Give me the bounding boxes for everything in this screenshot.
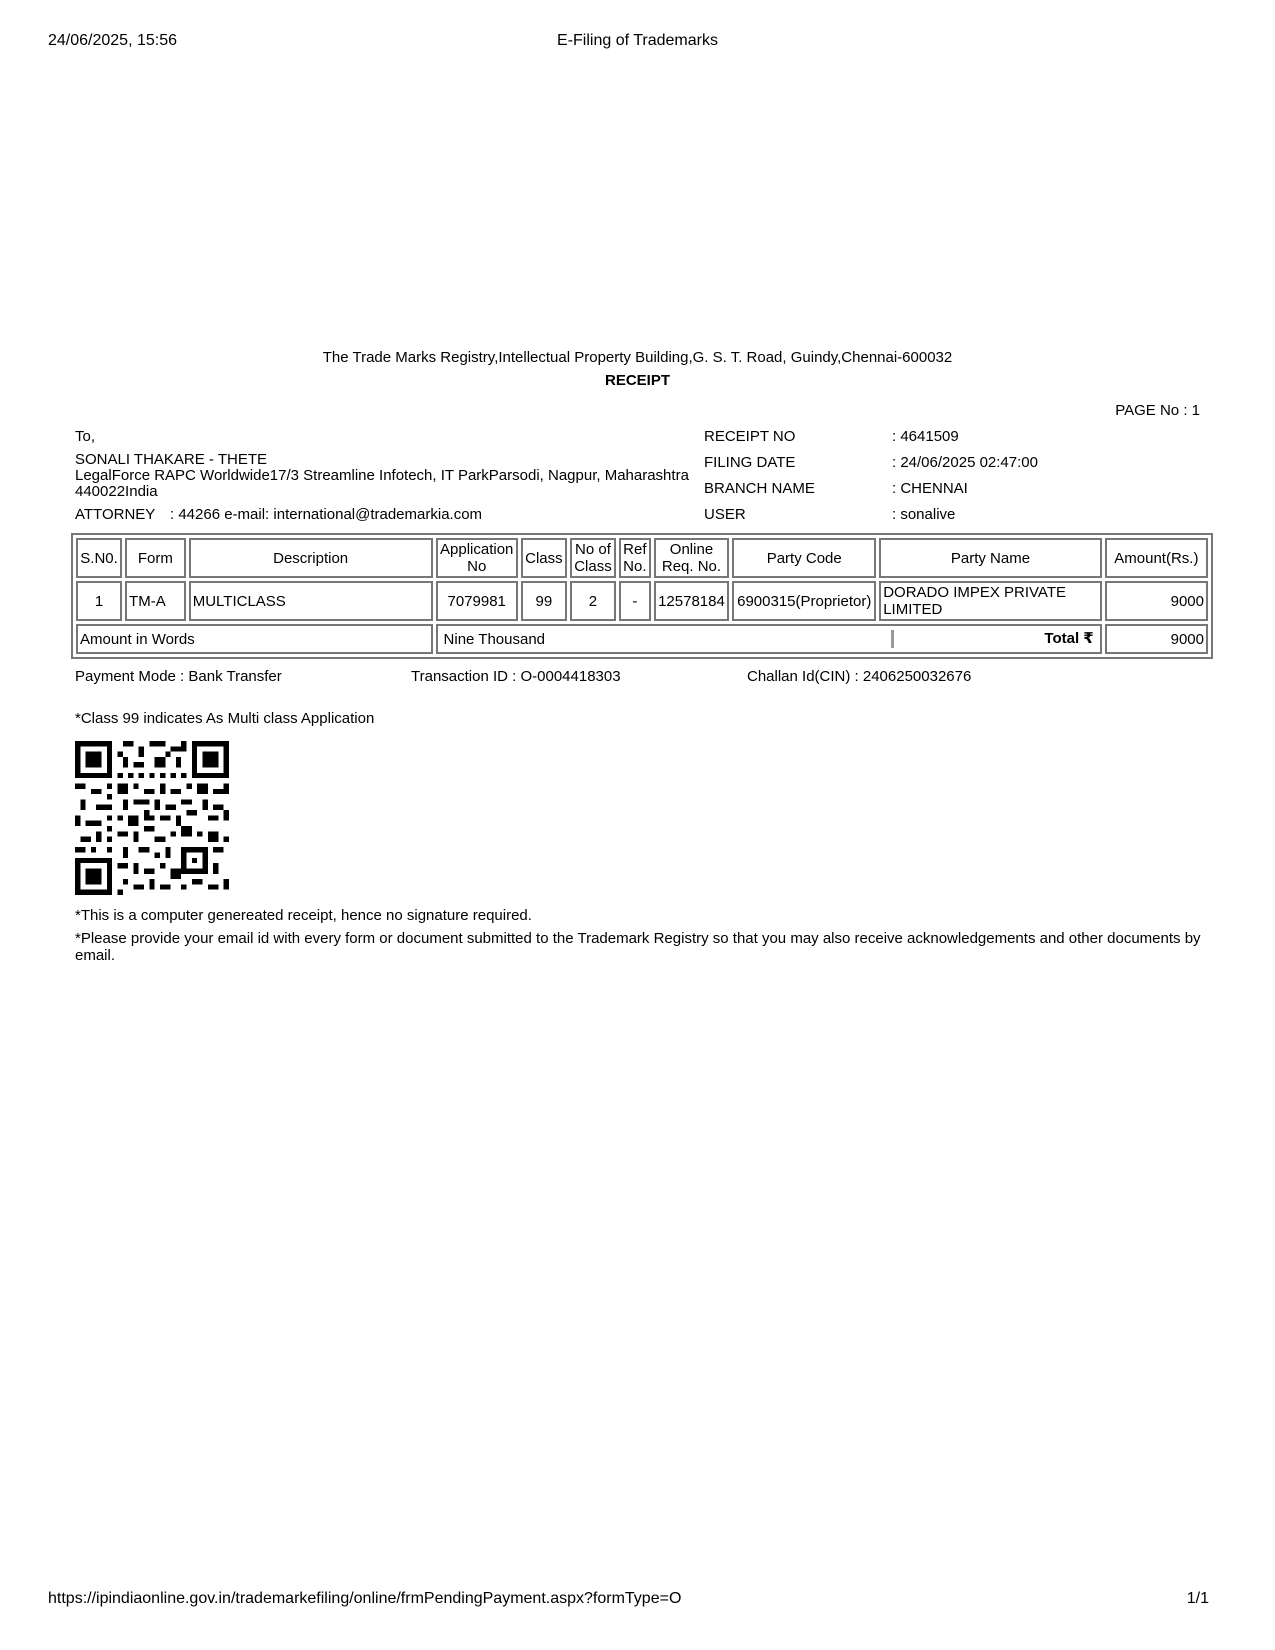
header-party-code: Party Code: [732, 538, 876, 578]
print-datetime: 24/06/2025, 15:56: [48, 32, 178, 49]
receipt-table: [71, 533, 1213, 659]
user-label: USER: [704, 506, 746, 523]
header-ref-no-line1: Ref: [623, 541, 647, 558]
header-online-req-line1: Online: [669, 541, 714, 558]
header-no-of-class-line1: No of: [575, 541, 611, 558]
party-name-line1: DORADO IMPEX PRIVATE: [883, 584, 1066, 601]
amount-in-words-label: Amount in Words: [76, 624, 433, 654]
header-application-no-line1: Application: [440, 541, 514, 558]
total-amount: 9000: [1105, 624, 1208, 654]
header-sno: S.N0.: [76, 538, 122, 578]
receipt-title: RECEIPT: [604, 372, 670, 389]
computer-generated-note: *This is a computer genereated receipt, hence no signature required.: [75, 907, 532, 924]
print-url: https://ipindiaonline.gov.in/trademarkefiling/online/frmPendingPayment.aspx?formType=O: [48, 1590, 682, 1607]
branch-name-value: : CHENNAI: [892, 480, 968, 497]
header-form: Form: [125, 538, 186, 578]
header-online-req-line2: Req. No.: [661, 558, 722, 575]
header-ref-no-line2: No.: [623, 558, 647, 575]
table-row: [76, 581, 1208, 621]
filing-date-label: FILING DATE: [704, 454, 796, 471]
amount-words-cell: [436, 624, 1102, 654]
receipt-no-value: : 4641509: [892, 428, 959, 445]
user-value: : sonalive: [892, 506, 956, 523]
qr-code: [75, 741, 229, 895]
party-name-line2: LIMITED: [883, 601, 943, 618]
recipient-name: SONALI THAKARE - THETE: [75, 451, 267, 468]
branch-name-label: BRANCH NAME: [704, 480, 815, 497]
header-description: Description: [189, 538, 433, 578]
amount-words-row: [76, 624, 1208, 654]
header-application-no-line2: No: [467, 558, 487, 575]
payment-mode: Payment Mode : Bank Transfer: [75, 668, 282, 685]
cell-sno: 1: [76, 581, 122, 621]
recipient-address-line1: LegalForce RAPC Worldwide17/3 Streamline Infotech, IT ParkParsodi, Nagpur, Maharashtra: [75, 467, 689, 484]
header-no-of-class: [570, 538, 616, 578]
cell-ref-no: -: [619, 581, 651, 621]
cell-online-req-no: 12578184: [654, 581, 730, 621]
to-label: To,: [75, 428, 96, 445]
header-online-req-no: [654, 538, 730, 578]
attorney-value: : 44266 e-mail: international@trademarkia.com: [170, 506, 483, 523]
total-label: Total ₹: [891, 630, 1100, 648]
filing-date-value: : 24/06/2025 02:47:00: [892, 454, 1038, 471]
header-no-of-class-line2: Class: [574, 558, 612, 575]
cell-amount: 9000: [1105, 581, 1208, 621]
challan-id: Challan Id(CIN) : 2406250032676: [747, 668, 972, 685]
print-page-title: E-Filing of Trademarks: [557, 32, 718, 49]
attorney-label: ATTORNEY: [75, 506, 156, 523]
header-application-no: [436, 538, 518, 578]
header-amount: Amount(Rs.): [1105, 538, 1208, 578]
registry-address: The Trade Marks Registry,Intellectual Property Building,G. S. T. Road, Guindy,Chennai-600032: [322, 349, 953, 366]
class-note: *Class 99 indicates As Multi class Application: [75, 710, 375, 727]
cell-party-code: 6900315(Proprietor): [732, 581, 876, 621]
amount-in-words: Nine Thousand: [443, 630, 546, 648]
header-party-name: Party Name: [879, 538, 1102, 578]
recipient-address-line2: 440022India: [75, 483, 158, 500]
cell-party-name: [879, 581, 1102, 621]
page-number: PAGE No : 1: [1115, 402, 1200, 419]
transaction-id: Transaction ID : O-0004418303: [411, 668, 621, 685]
cell-no-of-class: 2: [570, 581, 616, 621]
cell-application-no: 7079981: [436, 581, 518, 621]
header-ref-no: [619, 538, 651, 578]
receipt-no-label: RECEIPT NO: [704, 428, 796, 445]
cell-description: MULTICLASS: [189, 581, 433, 621]
cell-class: 99: [521, 581, 567, 621]
header-class: Class: [521, 538, 567, 578]
table-header-row: [76, 538, 1208, 578]
print-page-count: 1/1: [1186, 1590, 1209, 1607]
cell-form: TM-A: [125, 581, 186, 621]
email-note: *Please provide your email id with every form or document submitted to the Trademark Registry so that you may also receive acknowledgements and other documents by email.: [75, 930, 1201, 964]
